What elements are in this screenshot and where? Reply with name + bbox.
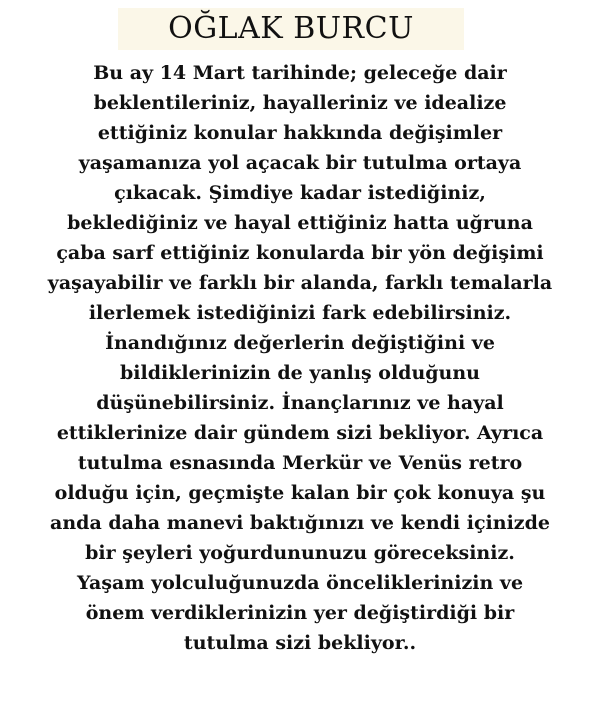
text-line: ilerlemek istediğinizi fark edebilirsiniz. [88,302,512,324]
text-line: tutulma esnasında Merkür ve Venüs retro [77,452,523,474]
text-line: bildiklerinizin de yanlış olduğunu [119,362,480,384]
text-line: ettiklerinize dair gündem sizi bekliyor. Ayrıca [56,422,544,444]
text-line: bir şeyleri yoğurdununuzu göreceksiniz. [85,542,515,564]
text-line: anda daha manevi baktığınızı ve kendi içinizde [50,512,550,534]
text-line: yaşayabilir ve farklı bir alanda, farklı temalarla [47,272,553,294]
page-title: OĞLAK BURCU [168,11,414,46]
text-line: düşünebilirsiniz. İnançlarınız ve hayal [96,392,504,414]
text-line: ettiğiniz konular hakkında değişimler [97,122,503,144]
text-line: Yaşam yolculuğunuzda önceliklerinizin ve [76,572,524,594]
text-line: tutulma sizi bekliyor.. [183,632,417,654]
horoscope-text [6,58,594,658]
title-band [118,8,464,50]
text-line: çıkacak. Şimdiye kadar istediğiniz, [114,182,486,204]
text-line: yaşamanıza yol açacak bir tutulma ortaya [78,152,522,174]
text-line: Bu ay 14 Mart tarihinde; geleceğe dair [93,62,507,84]
text-line: beklentileriniz, hayalleriniz ve idealize [93,92,507,114]
text-line: olduğu için, geçmişte kalan bir çok konuya şu [54,482,546,504]
text-line: çaba sarf ettiğiniz konularda bir yön değişimi [56,242,544,264]
text-line: İnandığınız değerlerin değiştiğini ve [105,332,495,354]
text-line: beklediğiniz ve hayal ettiğiniz hatta uğruna [67,212,533,234]
text-line: önem verdiklerinizin yer değiştirdiği bir [85,602,515,624]
